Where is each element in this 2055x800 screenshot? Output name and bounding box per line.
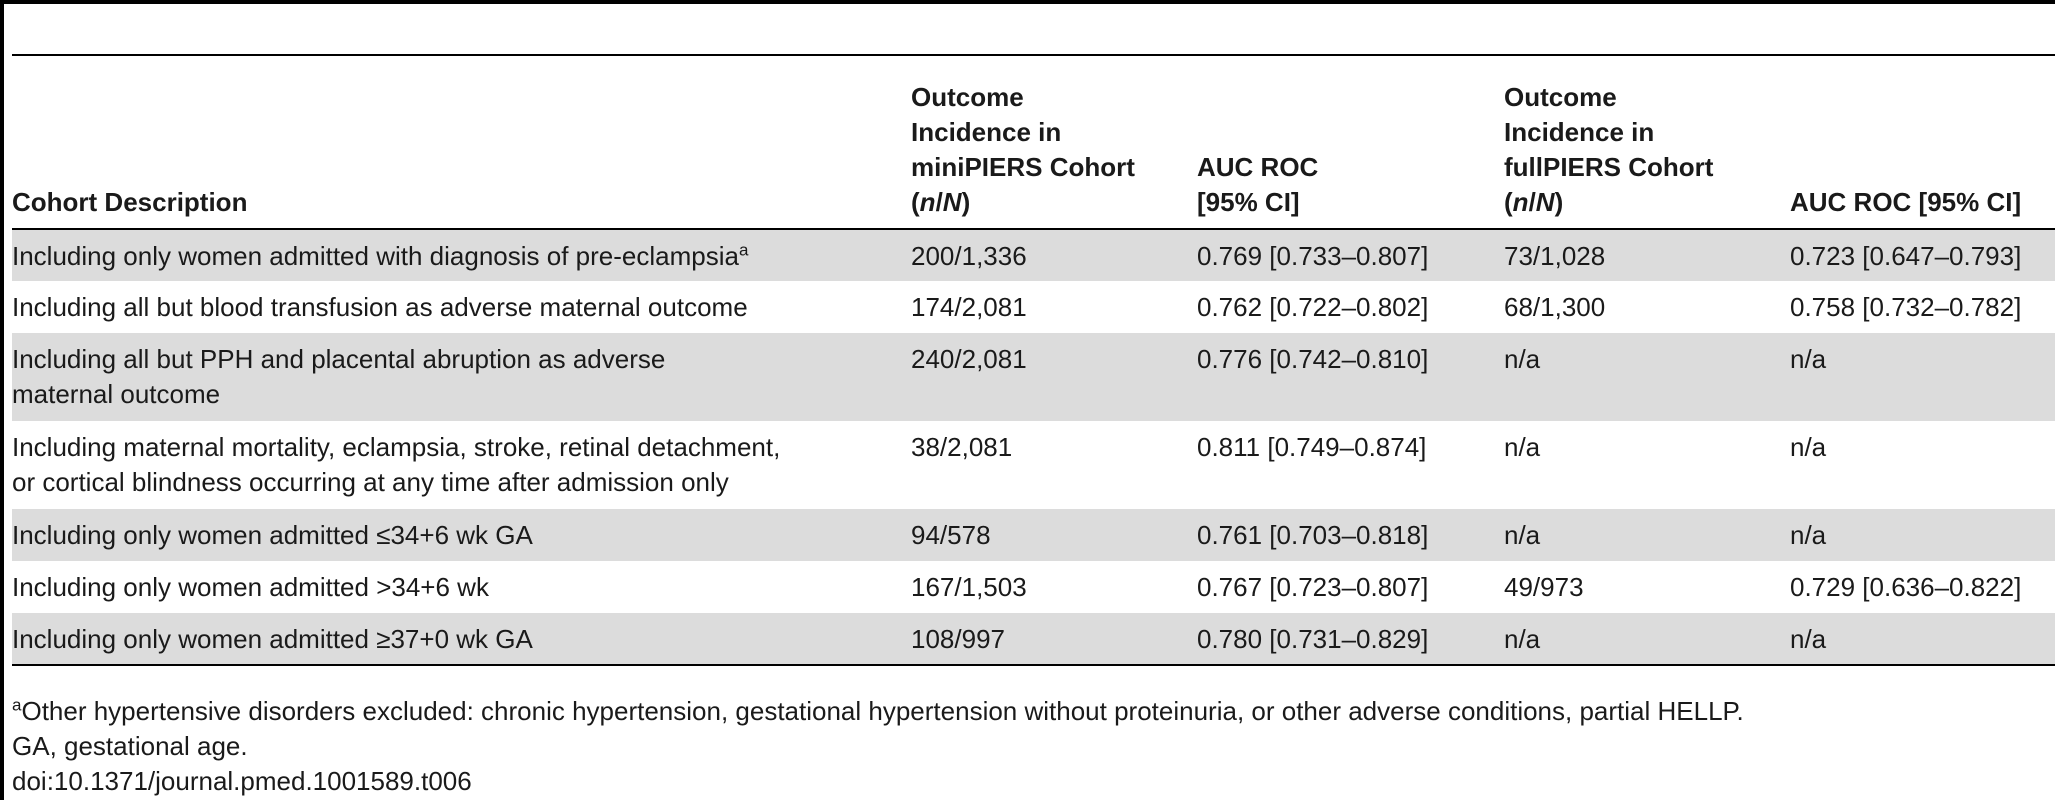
header-text: /	[1528, 187, 1536, 217]
header-text: Incidence in	[1504, 117, 1655, 147]
footnote-a	[12, 694, 1744, 729]
header-text: (	[1504, 187, 1513, 217]
cell-mini-auc: 0.776 [0.742–0.810]	[1197, 333, 1504, 421]
cell-mini-incidence: 108/997	[911, 613, 1197, 665]
cell-full-auc: 0.729 [0.636–0.822]	[1790, 572, 2022, 602]
cell-mini-incidence: 167/1,503	[911, 572, 1027, 602]
cell-full-incidence: 49/973	[1504, 572, 1584, 602]
header-text: [95% CI]	[1197, 187, 1300, 217]
cell-text: Including maternal mortality, eclampsia, stroke, retinal detachment,	[12, 432, 781, 462]
cell-full-auc: 0.758 [0.732–0.782]	[1790, 292, 2022, 322]
cell-mini-auc: 0.762 [0.722–0.802]	[1197, 292, 1429, 322]
cell-text: or cortical blindness occurring at any time after admission only	[12, 467, 729, 497]
table-row	[12, 229, 2055, 281]
cell-mini-incidence: 200/1,336	[911, 229, 1197, 281]
cell-full-incidence: n/a	[1504, 509, 1790, 561]
cell-full-auc: n/a	[1790, 509, 2055, 561]
table-row	[12, 561, 2055, 613]
cell-description	[12, 421, 911, 509]
header-text: fullPIERS Cohort	[1504, 152, 1714, 182]
cell-description	[12, 333, 911, 421]
table-header-row	[12, 54, 2055, 229]
cell-text: Including only women admitted with diagnosis of pre-eclampsia	[12, 241, 739, 271]
doi-text: doi:10.1371/journal.pmed.1001589.t006	[12, 766, 472, 796]
footnote-abbreviation: GA, gestational age.	[12, 731, 248, 761]
header-text: N	[1535, 187, 1555, 217]
table-row	[12, 333, 2055, 421]
cell-mini-auc: 0.811 [0.749–0.874]	[1197, 432, 1427, 462]
header-text: )	[961, 187, 971, 217]
header-text: AUC ROC	[1197, 152, 1319, 182]
header-mini-incidence	[911, 54, 1197, 229]
header-mini-auc	[1197, 54, 1504, 229]
table-footnotes	[12, 694, 1744, 799]
cell-text: Including all but PPH and placental abruption as adverse	[12, 344, 666, 374]
top-border	[0, 0, 2055, 4]
cell-full-auc: n/a	[1790, 432, 1827, 462]
header-text: Outcome	[1504, 82, 1617, 112]
cell-description	[12, 229, 911, 281]
cell-description: Including only women admitted ≤34+6 wk GA	[12, 509, 911, 561]
header-full-incidence	[1504, 54, 1790, 229]
cell-description: Including only women admitted >34+6 wk	[12, 572, 489, 602]
cell-mini-auc: 0.767 [0.723–0.807]	[1197, 572, 1429, 602]
cell-mini-incidence: 38/2,081	[911, 432, 1013, 462]
header-text: /	[935, 187, 943, 217]
cell-full-incidence: n/a	[1504, 333, 1790, 421]
table-row	[12, 509, 2055, 561]
cell-full-auc: n/a	[1790, 613, 2055, 665]
table-row	[12, 421, 2055, 509]
cell-full-auc: 0.723 [0.647–0.793]	[1790, 229, 2055, 281]
cell-mini-auc: 0.769 [0.733–0.807]	[1197, 229, 1504, 281]
header-text: miniPIERS Cohort	[911, 152, 1135, 182]
cell-mini-incidence: 174/2,081	[911, 292, 1027, 322]
header-text: Outcome	[911, 82, 1024, 112]
cell-description: Including only women admitted ≥37+0 wk GA	[12, 613, 911, 665]
header-text: n	[1512, 187, 1529, 217]
footnote-text: Other hypertensive disorders excluded: chronic hypertension, gestational hypertension without proteinuria, or other adverse conditions, partial HELLP.	[21, 696, 1744, 726]
cell-full-incidence: 68/1,300	[1504, 292, 1606, 322]
footnote-marker: a	[738, 240, 749, 260]
cell-full-incidence: n/a	[1504, 613, 1790, 665]
cell-description: Including all but blood transfusion as adverse maternal outcome	[12, 292, 748, 322]
cell-mini-auc: 0.761 [0.703–0.818]	[1197, 509, 1504, 561]
header-text: (	[911, 187, 920, 217]
header-cohort-description: Cohort Description	[12, 54, 911, 229]
cell-mini-incidence: 94/578	[911, 509, 1197, 561]
results-table	[12, 54, 2055, 666]
header-text: )	[1554, 187, 1564, 217]
table-row	[12, 281, 2055, 333]
cell-mini-incidence: 240/2,081	[911, 333, 1197, 421]
cell-full-auc: n/a	[1790, 333, 2055, 421]
header-text: n	[919, 187, 936, 217]
table-row	[12, 613, 2055, 665]
header-full-auc: AUC ROC [95% CI]	[1790, 54, 2055, 229]
header-text: N	[942, 187, 962, 217]
cell-mini-auc: 0.780 [0.731–0.829]	[1197, 613, 1504, 665]
cell-text: maternal outcome	[12, 379, 221, 409]
footnote-marker: a	[12, 695, 22, 715]
cell-full-incidence: 73/1,028	[1504, 229, 1790, 281]
header-text: Incidence in	[911, 117, 1062, 147]
left-border	[0, 0, 4, 800]
cell-full-incidence: n/a	[1504, 432, 1541, 462]
